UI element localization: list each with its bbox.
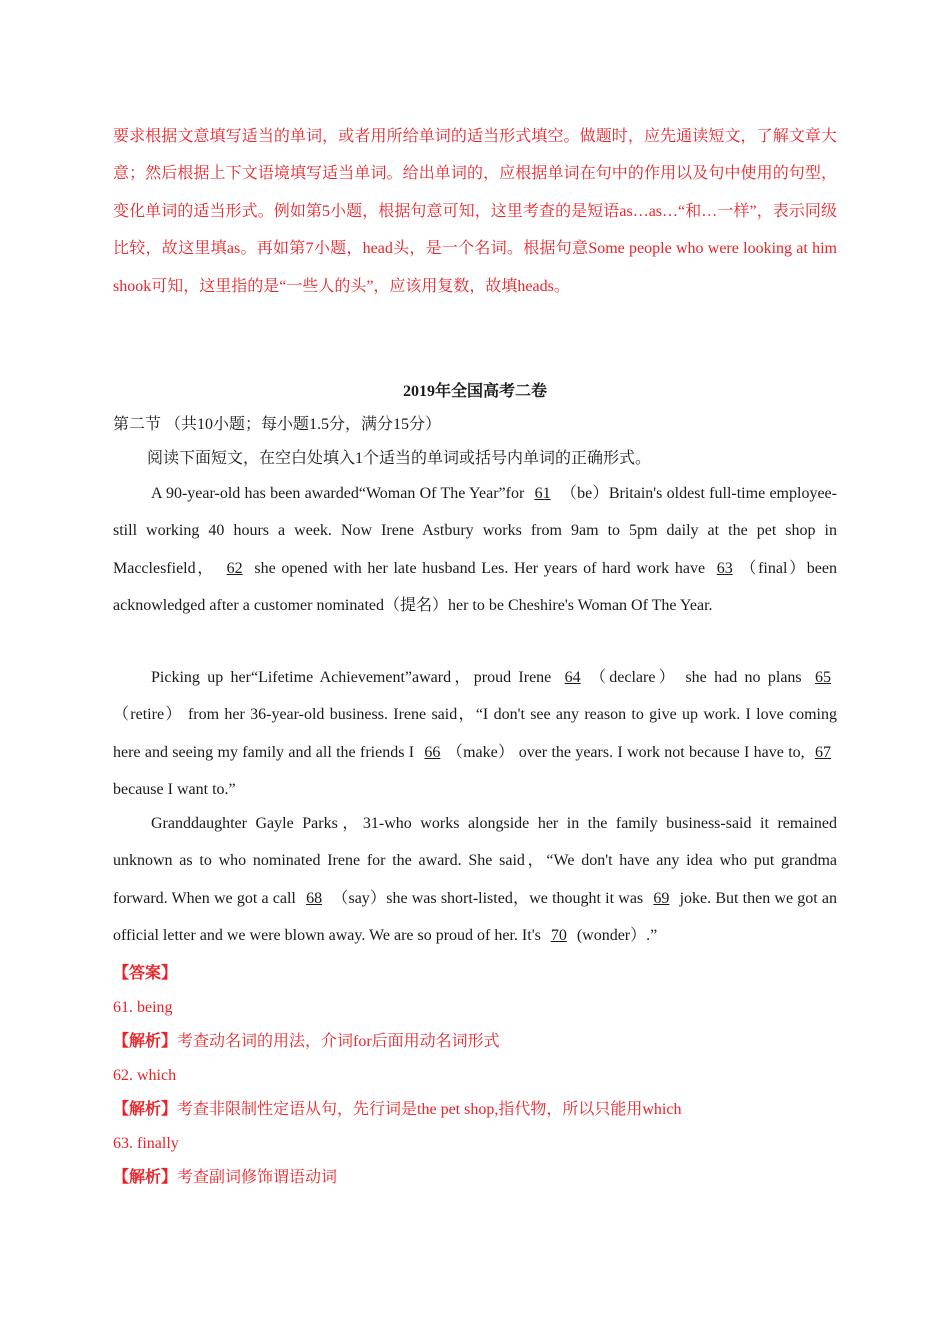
explanation-text: 考查动名词的用法，介词for后面用动名词形式 — [177, 1033, 500, 1050]
answer-label: 【答案】 — [113, 965, 178, 982]
instruction-text: 阅读下面短文，在空白处填入1个适当的单词或括号内单词的正确形式。 — [147, 450, 652, 467]
explanation-tag: 【解析】 — [113, 1101, 178, 1118]
passage-text: （be）Britain's oldest full-time employee-still working 40 hours a week. Now Irene Astbury works from 9am to 5pm daily at the pet shop in Macclesfield， — [113, 485, 837, 577]
passage-text: Granddaughter Gayle Parks，31-who works alongside her in the family business-said it remained unknown as to who nominated Irene for the award. She said，“We don't have any idea who put grandma forward. When we got a call — [113, 815, 837, 907]
answer-61: 61. being — [113, 999, 173, 1016]
passage-text: （declare） she had no plans — [586, 669, 809, 686]
blank-61: 61 — [534, 485, 551, 502]
passage-text: joke. But then we got an official letter and we were blown away. We are so proud of her. It's — [113, 889, 838, 944]
explanation-text: 考查非限制性定语从句，先行词是the pet shop,指代物，所以只能用which — [177, 1101, 682, 1118]
passage-paragraph-1 — [113, 475, 837, 624]
blank-70: 70 — [550, 926, 567, 944]
passage-paragraph-3 — [113, 805, 837, 954]
blank-62: 62 — [226, 559, 243, 577]
passage-text: (wonder）.” — [572, 926, 658, 944]
passage-text: （make） over the years. I work not because I have to, — [446, 743, 809, 761]
blank-64: 64 — [564, 669, 581, 686]
intro-explanation: 要求根据文意填写适当的单词，或者用所给单词的适当形式填空。做题时，应先通读短文，了解文章大意；然后根据上下文语境填写适当单词。给出单词的，应根据单词在句中的作用以及句中使用的句型，变化单词的适当形式。例如第5小题，根据句意可知，这里考查的是短语as…as…“和…一样”，表示同级比较，故这里填as。再如第7小题，head头，是一个名词。根据句意Some people who were looking at him shook可知，这里指的是“一些人的头”，应该用复数，故填heads。 — [113, 128, 837, 295]
explanation-62 — [113, 1093, 837, 1127]
explanation-63 — [113, 1161, 837, 1195]
passage-paragraph-2 — [113, 659, 837, 808]
explanation-tag: 【解析】 — [113, 1169, 178, 1186]
passage-text: （retire） from her 36-year-old business. Irene said，“I don't see any reason to give up work. I love coming here and seeing my family and all the friends I — [113, 706, 837, 761]
passage-text: Picking up her“Lifetime Achievement”award，proud Irene — [151, 669, 559, 686]
explanation-61 — [113, 1025, 837, 1059]
answer-63: 63. finally — [113, 1135, 179, 1152]
blank-68: 68 — [306, 889, 323, 907]
blank-69: 69 — [653, 889, 670, 907]
blank-67: 67 — [815, 743, 831, 761]
passage-text: because I want to.” — [113, 780, 236, 798]
blank-65: 65 — [815, 669, 831, 686]
explanation-text: 考查副词修饰谓语动词 — [177, 1169, 338, 1186]
blank-63: 63 — [716, 559, 733, 577]
passage-text: she opened with her late husband Les. Her years of hard work have — [248, 559, 711, 577]
passage-text: A 90-year-old has been awarded“Woman Of The Year”for — [151, 485, 529, 502]
blank-66: 66 — [424, 743, 441, 761]
passage-text: （say）she was short-listed，we thought it was — [328, 889, 648, 907]
passage-text: （final）been acknowledged after a customer nominated（提名）her to be Cheshire's Woman Of The Year. — [113, 559, 837, 614]
explanation-tag: 【解析】 — [113, 1033, 178, 1050]
exam-title: 2019年全国高考二卷 — [402, 383, 547, 400]
section-heading: 第二节 （共10小题；每小题1.5分，满分15分） — [113, 416, 442, 433]
answer-62: 62. which — [113, 1067, 177, 1084]
answer-section — [113, 957, 837, 1195]
